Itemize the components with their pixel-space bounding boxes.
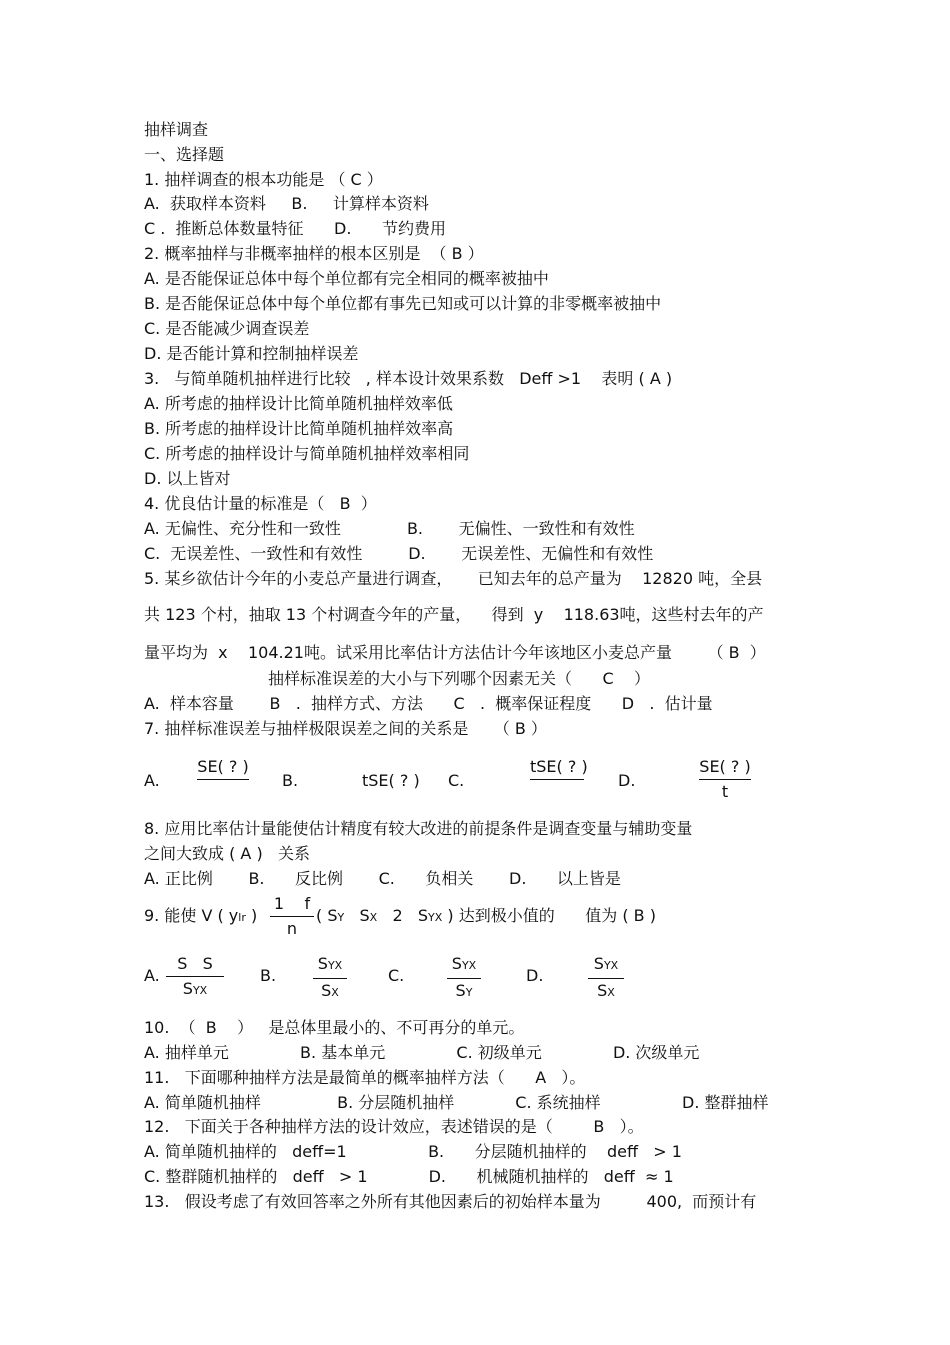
q9-expression: ( SY SX 2 SYX ) 达到极小值的 值为 ( B ) xyxy=(316,906,656,925)
q9-fraction-a: S S SYX xyxy=(166,954,224,1001)
q7-label-b: B. xyxy=(282,771,299,790)
q7-label-c: C. xyxy=(448,771,465,790)
q7-option-b-expr: tSE( ? ) xyxy=(362,771,420,790)
q3-option-c: C. 所考虑的抽样设计与简单随机抽样效率相同 xyxy=(144,444,470,463)
q5-line-3: 量平均为 x 104.21吨。试采用比率估计方法估计今年该地区小麦总产量 （ B ） xyxy=(144,643,766,662)
q9-fraction-c: SYX SY xyxy=(447,954,481,1003)
q6-options: A. 样本容量 B . 抽样方式、方法 C . 概率保证程度 D . 估计量 xyxy=(144,694,713,713)
fraction-bar xyxy=(313,978,347,979)
q4-stem: 4. 优良估计量的标准是（ B ） xyxy=(144,494,377,513)
fraction-bar xyxy=(166,976,224,977)
fraction-bar xyxy=(699,779,751,780)
q7-fraction-c xyxy=(530,757,588,782)
q7-label-a: A. xyxy=(144,771,160,790)
q11-stem: 11. 下面哪种抽样方法是最简单的概率抽样方法（ A ）。 xyxy=(144,1068,586,1087)
q8-line-2: 之间大致成 ( A ) 关系 xyxy=(144,844,310,863)
q12-options-ab: A. 简单随机抽样的 deff=1 B. 分层随机抽样的 deff > 1 xyxy=(144,1142,682,1161)
q1-options-cd: C . 推断总体数量特征 D. 节约费用 xyxy=(144,219,446,238)
q7-fraction-d xyxy=(699,757,751,802)
q2-stem: 2. 概率抽样与非概率抽样的根本区别是 （ B ） xyxy=(144,244,484,263)
q9-stem-prefix: 9. 能使 V ( ylr ) xyxy=(144,906,258,925)
q10-stem: 10. （ B ） 是总体里最小的、不可再分的单元。 xyxy=(144,1018,525,1037)
fraction-bar xyxy=(447,978,481,979)
doc-title: 抽样调查 xyxy=(144,120,209,139)
q9-fraction-b: SYX SX xyxy=(313,954,347,1003)
q9-numerator: 1 f xyxy=(273,894,311,913)
q2-option-d: D. 是否能计算和控制抽样误差 xyxy=(144,344,359,363)
q7-fraction-a xyxy=(197,757,249,782)
q5-line-2: 共 123 个村，抽取 13 个村调查今年的产量， 得到 y 118.63吨，这些村去年的产 xyxy=(144,605,764,624)
q10-options: A. 抽样单元 B. 基本单元 C. 初级单元 D. 次级单元 xyxy=(144,1043,700,1062)
q9-label-d: D. xyxy=(526,966,544,985)
fraction-bar xyxy=(530,779,584,780)
q1-options-ab: A. 获取样本资料 B. 计算样本资料 xyxy=(144,194,429,213)
q7-d-denominator: t xyxy=(721,782,729,801)
q7-label-d: D. xyxy=(618,771,636,790)
q4-options-cd: C. 无误差性、一致性和有效性 D. 无误差性、无偏性和有效性 xyxy=(144,544,654,563)
q12-stem: 12. 下面关于各种抽样方法的设计效应，表述错误的是（ B ）。 xyxy=(144,1117,644,1136)
q4-options-ab: A. 无偏性、充分性和一致性 B. 无偏性、一致性和有效性 xyxy=(144,519,635,538)
q9-denominator: n xyxy=(286,919,298,938)
section-heading: 一、选择题 xyxy=(144,145,225,164)
q9-label-a: A. xyxy=(144,966,160,985)
q7-a-numerator: SE( ? ) xyxy=(197,757,249,776)
fraction-bar xyxy=(270,916,314,917)
q9-fraction-d: SYX SX xyxy=(588,954,624,1003)
q3-stem: 3. 与简单随机抽样进行比较 , 样本设计效果系数 Deff >1 表明 ( A ) xyxy=(144,369,673,388)
q7-d-numerator: SE( ? ) xyxy=(699,757,751,776)
q5-line-1: 5. 某乡欲估计今年的小麦总产量进行调查， 已知去年的总产量为 12820 吨，全县 xyxy=(144,569,763,588)
q6-stem: 抽样标准误差的大小与下列哪个因素无关（ C ） xyxy=(268,669,651,688)
q2-option-c: C. 是否能减少调查误差 xyxy=(144,319,310,338)
fraction-bar xyxy=(588,978,624,979)
q9-label-c: C. xyxy=(388,966,405,985)
q2-option-b: B. 是否能保证总体中每个单位都有事先已知或可以计算的非零概率被抽中 xyxy=(144,294,662,313)
q12-options-cd: C. 整群随机抽样的 deff > 1 D. 机械随机抽样的 deff ≈ 1 xyxy=(144,1167,674,1186)
q8-options: A. 正比例 B. 反比例 C. 负相关 D. 以上皆是 xyxy=(144,869,621,888)
q11-options: A. 简单随机抽样 B. 分层随机抽样 C. 系统抽样 D. 整群抽样 xyxy=(144,1093,769,1112)
q3-option-d: D. 以上皆对 xyxy=(144,469,231,488)
q1-stem: 1. 抽样调查的根本功能是 （ C ） xyxy=(144,170,383,189)
q7-c-numerator: tSE( ? ) xyxy=(530,757,588,776)
q9-fraction xyxy=(270,894,314,939)
q3-option-b: B. 所考虑的抽样设计比简单随机抽样效率高 xyxy=(144,419,454,438)
q13-stem: 13. 假设考虑了有效回答率之外所有其他因素后的初始样本量为 400, 而预计有 xyxy=(144,1192,757,1211)
q9-label-b: B. xyxy=(260,966,277,985)
q7-stem: 7. 抽样标准误差与抽样极限误差之间的关系是 （ B ） xyxy=(144,719,547,738)
q8-line-1: 8. 应用比率估计量能使估计精度有较大改进的前提条件是调查变量与辅助变量 xyxy=(144,819,693,838)
q3-option-a: A. 所考虑的抽样设计比简单随机抽样效率低 xyxy=(144,394,453,413)
q2-option-a: A. 是否能保证总体中每个单位都有完全相同的概率被抽中 xyxy=(144,269,549,288)
fraction-bar xyxy=(197,779,249,780)
